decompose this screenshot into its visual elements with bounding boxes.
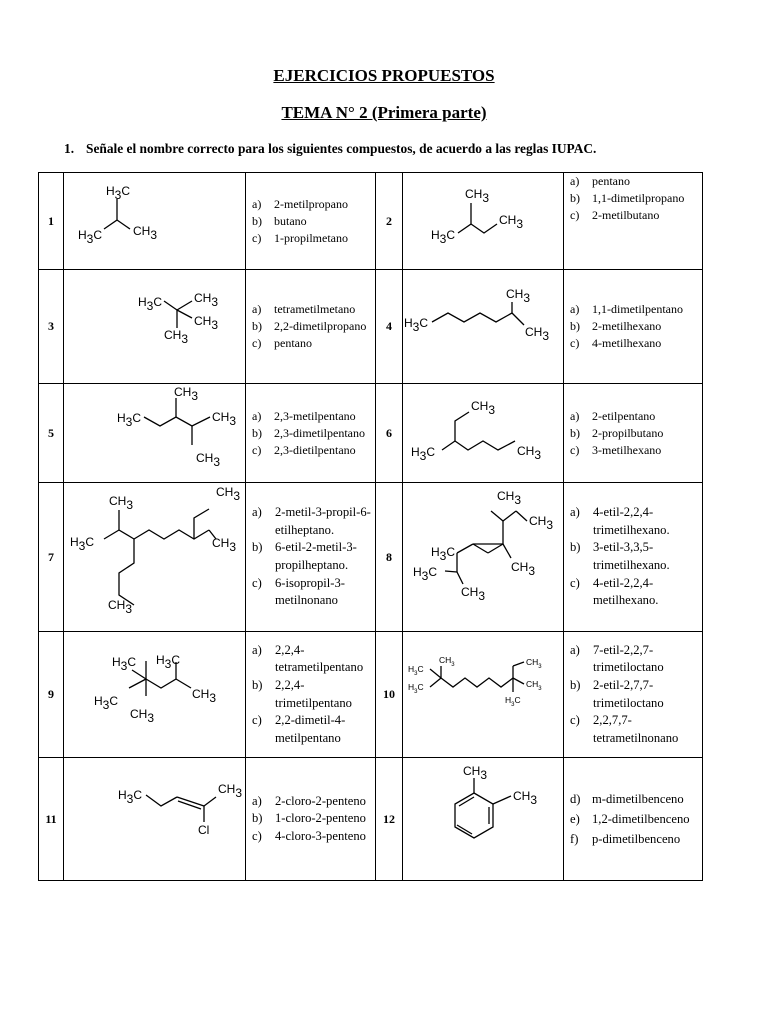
- exercise-number: 12: [376, 758, 403, 881]
- structure-cell: [64, 173, 246, 270]
- option-letter: b): [570, 191, 580, 205]
- option-text: 2,3-dimetilpentano: [274, 425, 365, 440]
- option-text: butano: [274, 213, 307, 228]
- svg-text:H3C: H3C: [94, 694, 119, 712]
- option-letter: a): [570, 302, 580, 316]
- molecule-6-structure: [403, 384, 563, 482]
- option[interactable]: [252, 677, 375, 712]
- option-text: 4-cloro-3-penteno: [275, 828, 366, 843]
- option-text: 2,2-dimetil-4-metilpentano: [275, 713, 346, 745]
- structure-cell: [64, 632, 246, 758]
- option-letter: a): [252, 196, 262, 211]
- option[interactable]: [570, 442, 702, 459]
- option[interactable]: [252, 230, 375, 247]
- option[interactable]: [252, 828, 375, 846]
- option-letter: c): [252, 575, 262, 590]
- svg-text:CH3: $CH_3$: [526, 657, 542, 670]
- option[interactable]: [252, 810, 375, 828]
- option-text: 6-isopropil-3-metilnonano: [275, 575, 345, 608]
- option-letter: c): [252, 336, 262, 350]
- options-cell: [246, 384, 376, 483]
- options-cell: [246, 483, 376, 632]
- exercise-number: 6: [376, 384, 403, 483]
- option[interactable]: [570, 301, 702, 318]
- svg-text:H3C: H3C: [156, 653, 181, 671]
- option-text: 2-metil-3-propil-6-etilheptano.: [275, 505, 371, 537]
- structure-cell: [403, 384, 564, 483]
- option-letter: c): [252, 828, 262, 843]
- svg-text:CH3: CH3: [194, 291, 219, 309]
- exercise-number: 3: [39, 270, 64, 384]
- option-text: 2,2-dimetilpropano: [274, 319, 367, 333]
- exercise-number: 5: [39, 384, 64, 483]
- svg-text:CH3: CH3: [109, 494, 134, 512]
- svg-text:H3C: $H_3C$: [408, 682, 424, 695]
- option-letter: b): [252, 425, 262, 440]
- exercise-number: 11: [39, 758, 64, 881]
- svg-text:H3C: $H_3C$: [408, 664, 424, 677]
- option[interactable]: [252, 408, 375, 425]
- option-letter: b): [570, 425, 580, 440]
- option-letter: a): [570, 174, 580, 188]
- svg-text:H3C: H3C: [431, 228, 456, 246]
- svg-text:CH3: CH3: [174, 385, 199, 403]
- option-letter: c): [570, 442, 580, 457]
- option-letter: b): [570, 677, 581, 692]
- question-instruction: [64, 141, 596, 157]
- exercise-number: 2: [376, 173, 403, 270]
- svg-text:H3C: H3C: [138, 295, 163, 313]
- exercise-number: 8: [376, 483, 403, 632]
- options-cell: [564, 173, 703, 270]
- svg-text:H3C: H3C: [118, 788, 143, 806]
- option-text: 1,2-dimetilbenceno: [592, 812, 690, 826]
- svg-text:H3C: H3C: [411, 445, 436, 463]
- svg-text:CH3: CH3: [517, 444, 542, 462]
- option-letter: a): [252, 642, 262, 657]
- molecule-1-structure: [64, 173, 245, 269]
- table-row: [39, 758, 703, 881]
- question-text: Señale el nombre correcto para los siguientes compuestos, de acuerdo a las reglas IUPAC.: [86, 141, 597, 156]
- exercise-number: 1: [39, 173, 64, 270]
- option[interactable]: [252, 575, 375, 610]
- molecule-5-structure: [64, 384, 245, 482]
- option-text: 2-metilpropano: [274, 196, 348, 211]
- svg-text:H3C: H3C: [413, 565, 438, 583]
- table-row: [39, 632, 703, 758]
- svg-text:CH3: CH3: [212, 410, 237, 428]
- option[interactable]: [570, 712, 702, 747]
- option-text: 4-etil-2,2,4-trimetilhexano.: [593, 505, 670, 537]
- option-text: 2-propilbutano: [592, 425, 664, 440]
- table-row: [39, 384, 703, 483]
- option-letter: c): [252, 230, 262, 245]
- structure-cell: [403, 632, 564, 758]
- option[interactable]: [252, 793, 375, 811]
- table-row: [39, 483, 703, 632]
- svg-text:CH3: CH3: [130, 707, 155, 725]
- svg-text:CH3: CH3: [511, 560, 536, 578]
- svg-text:CH3: CH3: [497, 489, 522, 507]
- structure-cell: [403, 483, 564, 632]
- option-text: m-dimetilbenceno: [592, 792, 684, 806]
- structure-cell: [64, 270, 246, 384]
- option-letter: b): [252, 811, 263, 826]
- option-letter: d): [570, 792, 581, 806]
- option-letter: b): [252, 319, 262, 333]
- svg-text:CH3: CH3: [194, 314, 219, 332]
- option[interactable]: [252, 301, 375, 318]
- option-text: 4-etil-2,2,4-metilhexano.: [593, 575, 659, 608]
- option-letter: b): [252, 677, 263, 692]
- option-letter: b): [570, 319, 580, 333]
- svg-text:H3C: H3C: [404, 316, 429, 334]
- option-letter: a): [252, 408, 262, 423]
- option-text: 1-propilmetano: [274, 230, 348, 245]
- question-number: 1.: [64, 141, 75, 156]
- option[interactable]: [252, 539, 375, 574]
- exercise-table: [38, 172, 703, 881]
- option[interactable]: [570, 539, 702, 574]
- option[interactable]: [252, 712, 375, 747]
- option-text: pentano: [274, 336, 312, 350]
- option-text: 2,3-dietilpentano: [274, 442, 356, 457]
- table-row: [39, 173, 703, 270]
- option[interactable]: [252, 213, 375, 230]
- options-cell: [246, 270, 376, 384]
- option-text: 1-cloro-2-penteno: [275, 811, 366, 826]
- svg-text:CH3: CH3: [196, 451, 221, 469]
- options-cell: [564, 758, 703, 881]
- option[interactable]: [570, 425, 702, 442]
- option-letter: a): [570, 408, 580, 423]
- molecule-11-structure: [64, 758, 245, 880]
- option[interactable]: [570, 173, 702, 190]
- option[interactable]: [252, 442, 375, 459]
- option-letter: a): [252, 302, 262, 316]
- option-text: 2-etil-2,7,7-trimetiloctano: [593, 677, 664, 710]
- molecule-2-structure: [403, 173, 563, 269]
- option-text: 1,1-dimetilpropano: [592, 191, 685, 205]
- option-letter: f): [570, 832, 579, 846]
- option-text: 2-etilpentano: [592, 408, 656, 423]
- structure-cell: [64, 384, 246, 483]
- option[interactable]: [570, 335, 702, 352]
- exercise-number: 9: [39, 632, 64, 758]
- svg-text:Cl: Cl: [198, 823, 210, 837]
- option[interactable]: [570, 207, 702, 224]
- option-letter: a): [252, 505, 262, 520]
- option-text: 2-cloro-2-penteno: [275, 793, 366, 808]
- options-cell: [246, 758, 376, 881]
- exercise-number: 4: [376, 270, 403, 384]
- page-title: EJERCICIOS PROPUESTOS: [273, 66, 495, 85]
- option[interactable]: [252, 504, 375, 539]
- exercise-number: 7: [39, 483, 64, 632]
- svg-text:CH3: CH3: [216, 485, 241, 503]
- option-text: 7-etil-2,2,7-trimetiloctano: [593, 642, 664, 675]
- svg-text:H3C: H3C: [117, 411, 142, 429]
- option-letter: a): [570, 505, 580, 520]
- option-letter: c): [252, 713, 262, 728]
- molecule-10-structure: [403, 632, 563, 757]
- molecule-8-structure: [403, 483, 563, 631]
- svg-text:CH3: CH3: [212, 536, 237, 554]
- svg-text:CH3: CH3: [461, 585, 486, 603]
- option[interactable]: [570, 504, 702, 539]
- svg-text:CH3: CH3: [218, 782, 243, 800]
- option-text: pentano: [592, 174, 630, 188]
- structure-cell: [403, 758, 564, 881]
- option[interactable]: [252, 318, 375, 335]
- svg-text:CH3: CH3: [513, 789, 538, 807]
- option-text: 4-metilhexano: [592, 336, 662, 350]
- svg-text:CH3: CH3: [465, 187, 490, 205]
- option-letter: b): [570, 540, 581, 555]
- molecule-7-structure: [64, 483, 245, 631]
- options-cell: [564, 270, 703, 384]
- option[interactable]: [570, 190, 702, 207]
- page-subtitle: TEMA N° 2 (Primera parte): [281, 103, 487, 122]
- option[interactable]: [570, 575, 702, 610]
- option[interactable]: [570, 829, 702, 849]
- option[interactable]: [570, 408, 702, 425]
- option-letter: a): [252, 793, 262, 808]
- option-letter: b): [252, 213, 262, 228]
- molecule-4-structure: [403, 270, 563, 383]
- svg-text:CH3: $CH_3$: [526, 679, 542, 692]
- option[interactable]: [570, 789, 702, 809]
- svg-text:H3C: H3C: [106, 184, 131, 202]
- option-text: 2,2,4-trimetilpentano: [275, 677, 352, 710]
- options-cell: [246, 632, 376, 758]
- svg-text:CH3: CH3: [499, 213, 524, 231]
- option[interactable]: [252, 642, 375, 677]
- option-text: 6-etil-2-metil-3-propilheptano.: [275, 540, 357, 572]
- option-letter: c): [570, 208, 580, 222]
- option[interactable]: [570, 677, 702, 712]
- svg-text:CH3: CH3: [192, 687, 217, 705]
- option-letter: c): [570, 575, 580, 590]
- option-text: p-dimetilbenceno: [592, 832, 681, 846]
- option-text: 3-etil-3,3,5-trimetilhexano.: [593, 540, 670, 572]
- option-letter: e): [570, 812, 580, 826]
- option-letter: c): [252, 442, 262, 457]
- svg-text:H3C: H3C: [431, 545, 456, 563]
- svg-text:H3C: $H_3C$: [505, 695, 521, 708]
- svg-text:CH3: $CH_3$: [439, 655, 455, 668]
- exercise-number: 10: [376, 632, 403, 758]
- option-letter: b): [252, 540, 263, 555]
- option-text: 1,1-dimetilpentano: [592, 302, 683, 316]
- structure-cell: [64, 483, 246, 632]
- svg-text:CH3: CH3: [471, 399, 496, 417]
- option-text: 2,2,7,7-tetrametilnonano: [593, 713, 679, 745]
- option-letter: c): [570, 713, 580, 728]
- option[interactable]: [570, 642, 702, 677]
- option-text: tetrametilmetano: [274, 302, 356, 316]
- structure-cell: [403, 270, 564, 384]
- table-row: [39, 270, 703, 384]
- options-cell: [564, 632, 703, 758]
- structure-cell: [403, 173, 564, 270]
- molecule-12-structure: [403, 758, 563, 880]
- option-letter: a): [570, 642, 580, 657]
- svg-text:CH3: CH3: [529, 514, 554, 532]
- option[interactable]: [252, 425, 375, 442]
- svg-text:CH3: CH3: [463, 764, 488, 782]
- option-text: 2-metilbutano: [592, 208, 660, 222]
- svg-text:CH3: CH3: [108, 598, 133, 616]
- svg-text:CH3: CH3: [164, 328, 189, 346]
- option[interactable]: [252, 335, 375, 352]
- option-text: 3-metilhexano: [592, 442, 662, 457]
- structure-cell: [64, 758, 246, 881]
- svg-text:CH3: CH3: [506, 287, 531, 305]
- options-cell: [564, 483, 703, 632]
- option-text: 2-metilhexano: [592, 319, 662, 333]
- svg-text:CH3: CH3: [525, 325, 550, 343]
- svg-text:H3C: H3C: [112, 655, 137, 673]
- option-text: 2,2,4-tetrametilpentano: [275, 642, 364, 675]
- svg-text:H3C: H3C: [78, 228, 103, 246]
- option[interactable]: [570, 809, 702, 829]
- option[interactable]: [252, 196, 375, 213]
- svg-text:CH3: CH3: [133, 224, 158, 242]
- options-cell: [246, 173, 376, 270]
- option-letter: c): [570, 336, 580, 350]
- molecule-3-structure: [64, 270, 245, 383]
- options-cell: [564, 384, 703, 483]
- svg-text:H3C: H3C: [70, 535, 95, 553]
- option-text: 2,3-metilpentano: [274, 408, 356, 423]
- molecule-9-structure: [64, 632, 245, 757]
- option[interactable]: [570, 318, 702, 335]
